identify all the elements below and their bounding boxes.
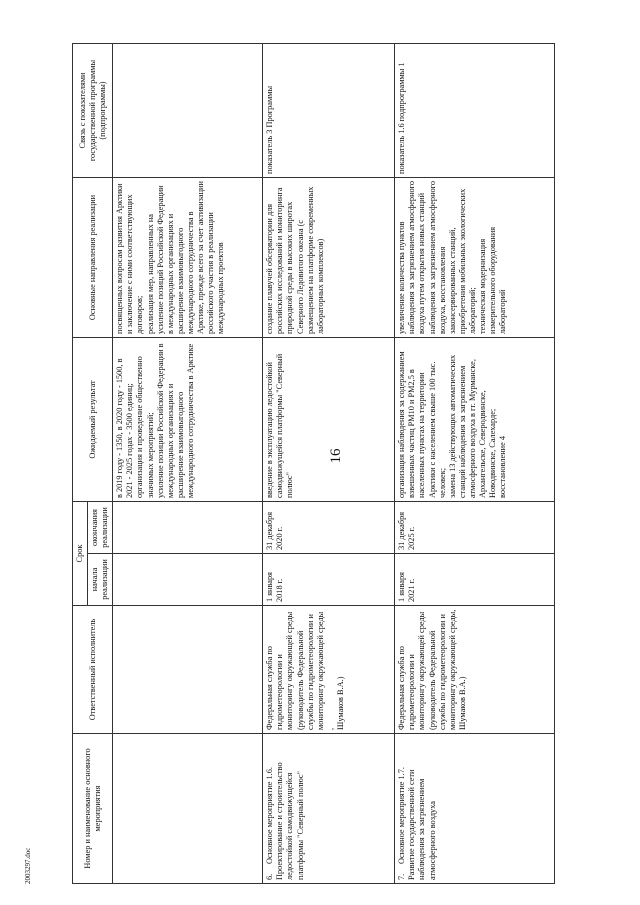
- row-name: Основное мероприятие 1.6. Проектирование и строительство ледостойкой самодвижущейся платформы "Северный полюс": [265, 762, 305, 880]
- table-header-row: [73, 44, 88, 884]
- row-name: Основное мероприятие 1.7. Развитие государственной сети наблюдения за загрязнением атмосферного воздуха: [397, 767, 437, 880]
- header-start: начала реализации: [88, 554, 113, 606]
- cell-start: 1 января 2018 г.: [263, 554, 395, 606]
- cell-result: введение в эксплуатацию ледостойкой самодвижущейся платформы "Северный полюс": [263, 338, 395, 502]
- cell-directions: увеличение количества пунктов наблюдения за загрязнением атмосферного воздуха путем открытия новых станций наблюдения за загрязнением атмосферного воздуха, восстановления законсервированных станций, приобретения мобильных экологических лабораторий; техническая модернизация измерительного оборудования лабораторий: [395, 178, 555, 338]
- rotated-table-container: [72, 44, 627, 884]
- page-number: 16: [328, 448, 344, 464]
- cell-executor: Федеральная служба по гидрометеорологии и мониторингу окружающей среды (руководитель Федеральной службы по гидрометеорологии и мониторингу окружающей среды , Шумаков В.А.): [263, 606, 395, 734]
- cell-result-continued: в 2019 году - 1350, в 2020 году - 1500, в 2021 - 2025 годах - 3500 единиц; организация и проведение общественно значимых мероприятий; усиление позиции Российской Федерации в международных организациях и расширение взаимовыгодного международного сотрудничества в Арктике: [113, 338, 263, 502]
- cell-empty: [113, 734, 263, 884]
- cell-link: показатель 1.6 подпрограммы 1: [395, 44, 555, 178]
- table-row-continuation: [113, 44, 263, 884]
- cell-end: 31 декабря 2020 г.: [263, 502, 395, 554]
- cell-empty: [113, 554, 263, 606]
- cell-start: 1 января 2021 г.: [395, 554, 555, 606]
- header-link: Связь с показателями государственной программы (подпрограммы): [73, 44, 113, 178]
- header-term: Срок: [73, 502, 88, 606]
- cell-num-name: [263, 734, 395, 884]
- cell-empty: [113, 606, 263, 734]
- cell-end: 31 декабря 2025 г.: [395, 502, 555, 554]
- table-row: [263, 44, 395, 884]
- header-executor: Ответственный исполнитель: [73, 606, 113, 734]
- cell-num-name: [395, 734, 555, 884]
- table-row: [395, 44, 555, 884]
- header-result: Ожидаемый результат: [73, 338, 113, 502]
- header-num-name: Номер и наименование основного мероприятия: [73, 734, 113, 884]
- row-number: 6.: [265, 873, 275, 880]
- cell-executor: Федеральная служба по гидрометеорологии и мониторингу окружающей среды (руководитель Федеральной службы по гидрометеорологии и мониторингу окружающей среды, Шумаков В.А.): [395, 606, 555, 734]
- row-number: 7.: [397, 873, 407, 880]
- cell-directions: создание плавучей обсерватории для российских исследований и мониторинга природной среды в высоких широтах Северного Ледовитого океана (с размещением на платформе современных лабораторных комплексов): [263, 178, 395, 338]
- cell-empty: [113, 502, 263, 554]
- cell-result: организация наблюдения за содержанием взвешенных частиц PM10 и PM2,5 в населенных пунктах на территории Арктики с населением свыше 100 тыс. человек; замена 13 действующих автоматических станций наблюдения за загрязнением атмосферного воздуха в гг. Мурманске, Архангельске, Северодвинске, Новодвинске, Салехарде; восстановление 4: [395, 338, 555, 502]
- header-directions: Основные направления реализации: [73, 178, 113, 338]
- document-code: 2003297.doc: [24, 847, 32, 884]
- cell-directions-continued: посвященных вопросам развития Арктики и заключение с ними соответствующих договоров; реализация мер, направленных на усиление позиций Российской Федерации в международных организациях и расширение взаимовыгодного международного сотрудничества в Арктике, прежде всего за счет активизации российского участия в реализации международных проектов: [113, 178, 263, 338]
- cell-empty: [113, 44, 263, 178]
- measures-table: [72, 43, 555, 884]
- cell-link: показатель 3 Программы: [263, 44, 395, 178]
- header-end: окончания реализации: [88, 502, 113, 554]
